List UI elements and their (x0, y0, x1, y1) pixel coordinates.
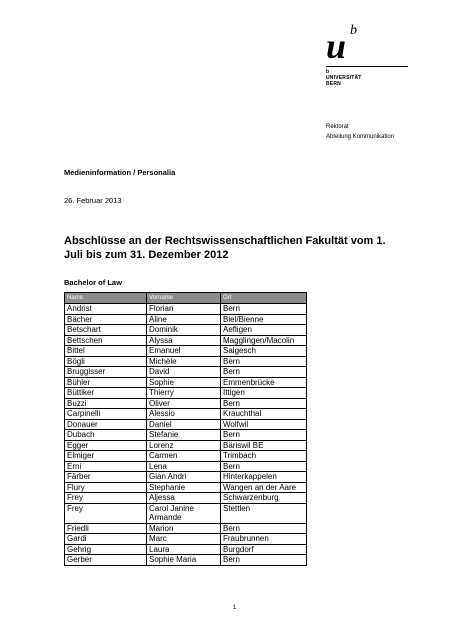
logo-line-3: BERN (326, 81, 341, 87)
table-row (65, 356, 307, 367)
cell-vorname: Stephanie (147, 482, 221, 493)
page-number: 1 (233, 605, 237, 611)
cell-name: Färber (65, 472, 147, 483)
table-row (65, 555, 307, 566)
cell-ort: Bern (221, 523, 307, 534)
cell-vorname: Michèle (147, 356, 221, 367)
cell-name: Bögli (65, 356, 147, 367)
cell-name: Carpinelli (65, 409, 147, 420)
cell-ort: Salgesch (221, 346, 307, 357)
cell-ort: Wangen an der Aare (221, 482, 307, 493)
table-row (65, 419, 307, 430)
table-row (65, 388, 307, 399)
cell-vorname: Carol Janine Armande (147, 503, 221, 523)
cell-name: Frey (65, 503, 147, 523)
cell-ort: Magglingen/Macolin (221, 335, 307, 346)
document-date: 26. Februar 2013 (64, 196, 122, 205)
cell-name: Frey (65, 493, 147, 504)
cell-vorname: Sophie Maria (147, 555, 221, 566)
table-body (65, 304, 307, 566)
cell-ort: Bern (221, 555, 307, 566)
table-row (65, 544, 307, 555)
logo-line-1: b (326, 69, 330, 75)
table-row (65, 440, 307, 451)
cell-ort: Bern (221, 461, 307, 472)
cell-vorname: Marc (147, 534, 221, 545)
cell-name: Buzzi (65, 398, 147, 409)
cell-ort: Bern (221, 304, 307, 315)
cell-ort: Ittigen (221, 388, 307, 399)
cell-ort: Bern (221, 430, 307, 441)
graduates-table (64, 292, 307, 566)
cell-vorname: Dominik (147, 325, 221, 336)
table-row (65, 523, 307, 534)
table-row (65, 304, 307, 315)
cell-ort: Bern (221, 398, 307, 409)
logo-line-2: UNIVERSITÄT (326, 75, 362, 81)
document-category: Medieninformation / Personalia (64, 168, 176, 177)
table-row (65, 461, 307, 472)
cell-name: Gehrig (65, 544, 147, 555)
column-header-name: Name (65, 293, 147, 304)
cell-name: Bächer (65, 314, 147, 325)
table-row (65, 503, 307, 523)
table-header-row (65, 293, 307, 304)
cell-name: Bruggisser (65, 367, 147, 378)
cell-ort: Bäriswil BE (221, 440, 307, 451)
table-row (65, 493, 307, 504)
cell-name: Egger (65, 440, 147, 451)
university-logo (326, 24, 416, 92)
logo-letter-u: u (326, 26, 347, 66)
cell-name: Flury (65, 482, 147, 493)
cell-ort: Trimbach (221, 451, 307, 462)
table-row (65, 482, 307, 493)
cell-vorname: Thierry (147, 388, 221, 399)
logo-rule (326, 66, 408, 67)
table-row (65, 409, 307, 420)
cell-vorname: Gian Andri (147, 472, 221, 483)
cell-ort: Hinterkappelen (221, 472, 307, 483)
cell-ort: Schwarzenburg (221, 493, 307, 504)
table-row (65, 398, 307, 409)
cell-name: Bettschen (65, 335, 147, 346)
cell-vorname: Daniel (147, 419, 221, 430)
table-row (65, 367, 307, 378)
cell-vorname: Oliver (147, 398, 221, 409)
cell-name: Betschart (65, 325, 147, 336)
table-row (65, 325, 307, 336)
cell-ort: Aefligen (221, 325, 307, 336)
table-row (65, 430, 307, 441)
cell-vorname: Lena (147, 461, 221, 472)
cell-name: Donauer (65, 419, 147, 430)
cell-vorname: Alyssa (147, 335, 221, 346)
cell-ort: Wolfwil (221, 419, 307, 430)
section-heading: Bachelor of Law (64, 278, 122, 287)
cell-vorname: Aline (147, 314, 221, 325)
cell-vorname: Marion (147, 523, 221, 534)
cell-ort: Krauchthal (221, 409, 307, 420)
document-title: Abschlüsse an der Rechtswissenschaftlichen Fakultät vom 1. Juli bis zum 31. Dezember 2012 (64, 235, 386, 261)
table-row (65, 451, 307, 462)
cell-vorname: Alessio (147, 409, 221, 420)
cell-vorname: Carmen (147, 451, 221, 462)
column-header-ort: Ort (221, 293, 307, 304)
cell-name: Andrist (65, 304, 147, 315)
cell-ort: Stettlen (221, 503, 307, 523)
table-row (65, 472, 307, 483)
cell-vorname: David (147, 367, 221, 378)
cell-ort: Fraubrunnen (221, 534, 307, 545)
cell-vorname: Lorenz (147, 440, 221, 451)
table-row (65, 335, 307, 346)
cell-name: Dubach (65, 430, 147, 441)
table-row (65, 346, 307, 357)
cell-name: Gardi (65, 534, 147, 545)
department-kommunikation: Abteilung Kommunikation (326, 134, 395, 140)
cell-ort: Bern (221, 367, 307, 378)
cell-vorname: Stefanie (147, 430, 221, 441)
cell-name: Bittel (65, 346, 147, 357)
cell-ort: Bern (221, 356, 307, 367)
column-header-vorname: Vorname (147, 293, 221, 304)
table-row (65, 314, 307, 325)
department-rektorat: Rektorat (326, 124, 349, 130)
cell-vorname: Laura (147, 544, 221, 555)
table-row (65, 534, 307, 545)
cell-ort: Biel/Bienne (221, 314, 307, 325)
cell-name: Bühler (65, 377, 147, 388)
cell-name: Gerber (65, 555, 147, 566)
cell-vorname: Sophie (147, 377, 221, 388)
cell-vorname: Florian (147, 304, 221, 315)
logo-letter-b: b (350, 23, 357, 38)
cell-name: Büttiker (65, 388, 147, 399)
cell-ort: Emmenbrücke (221, 377, 307, 388)
table-row (65, 377, 307, 388)
cell-vorname: Emanuel (147, 346, 221, 357)
cell-vorname: Aljessa (147, 493, 221, 504)
cell-name: Erni (65, 461, 147, 472)
cell-name: Elmiger (65, 451, 147, 462)
cell-ort: Burgdorf (221, 544, 307, 555)
cell-name: Friedli (65, 523, 147, 534)
